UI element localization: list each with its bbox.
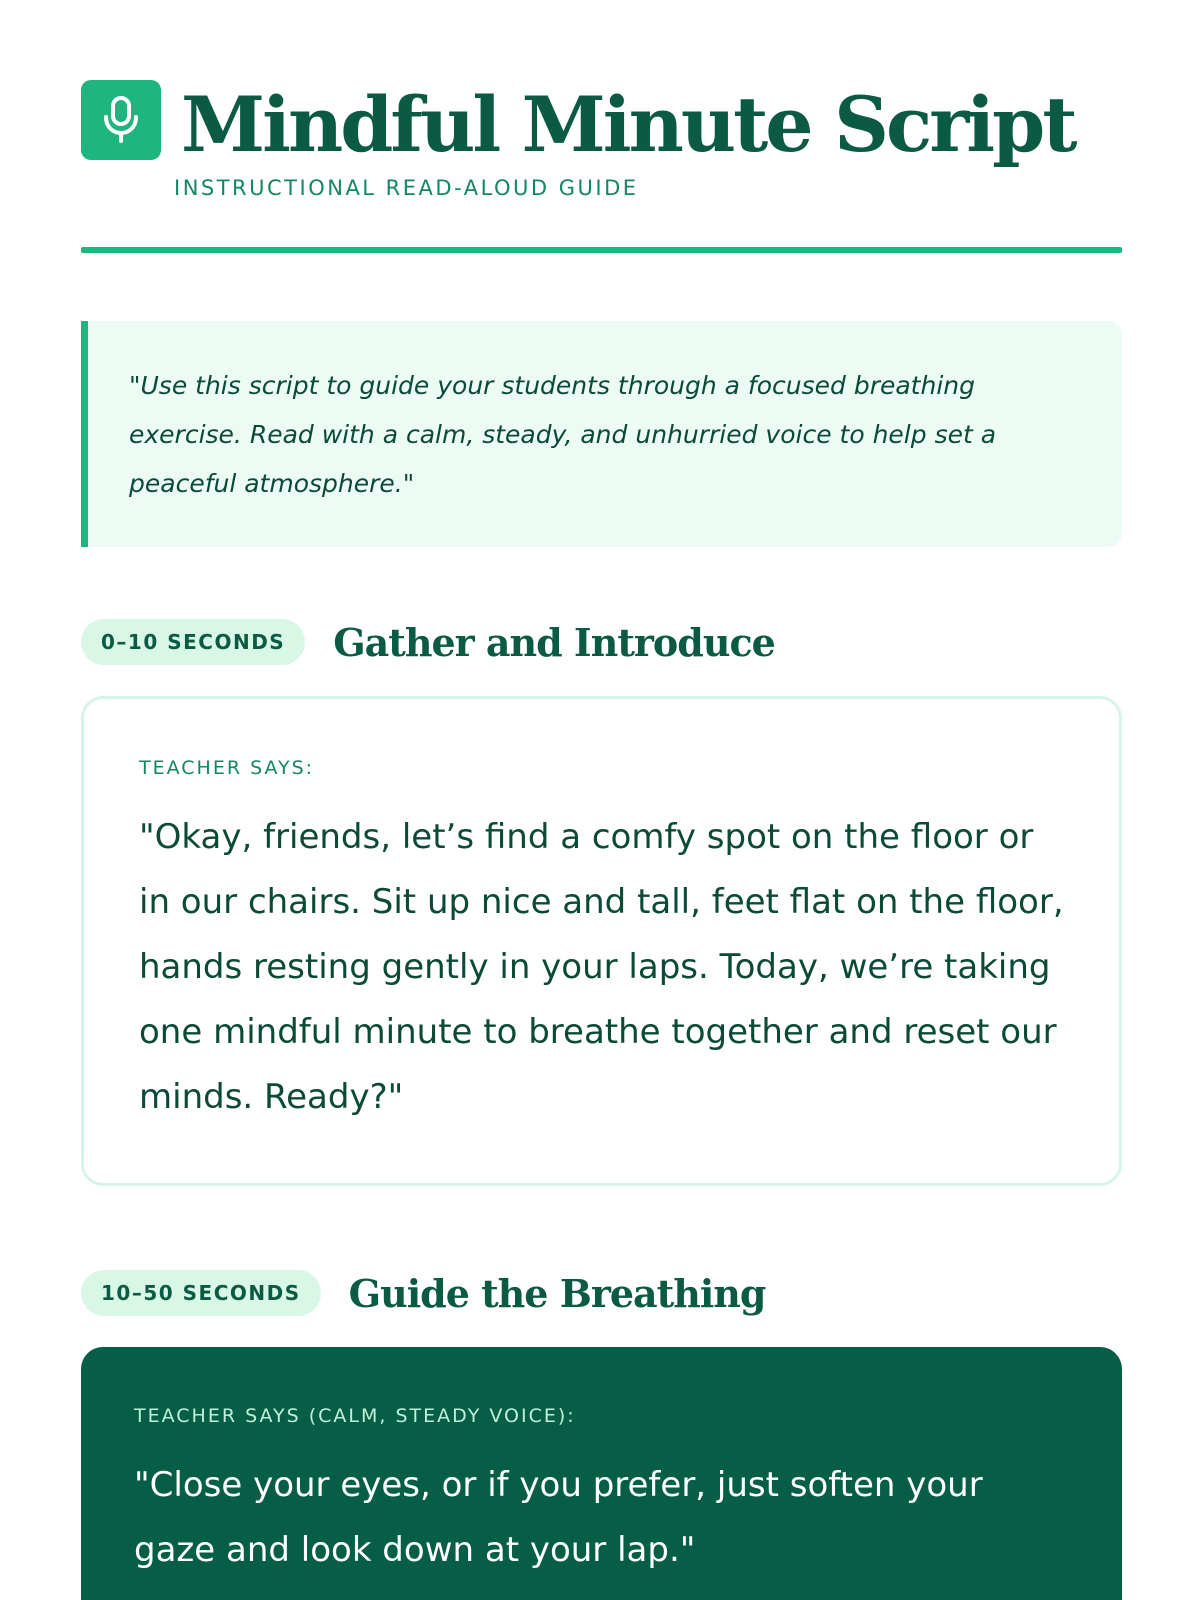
script-card-2 [81, 1347, 1122, 1600]
page-subtitle: INSTRUCTIONAL READ-ALOUD GUIDE [174, 176, 639, 200]
script-quote: "Close your eyes, or if you prefer, just soften your gaze and look down at your lap." [134, 1465, 983, 1570]
page-title: Mindful Minute Script [181, 80, 1075, 169]
script-card-1 [81, 696, 1122, 1186]
header-divider [81, 247, 1122, 253]
section-header-2 [81, 1269, 765, 1317]
teacher-says-label: TEACHER SAYS (CALM, STEADY VOICE): [134, 1405, 576, 1427]
teacher-says-label: TEACHER SAYS: [139, 757, 315, 779]
intro-callout [81, 321, 1122, 547]
script-quote: "Okay, friends, let’s find a comfy spot on the floor or in our chairs. Sit up nice and tall, feet flat on the floor, hands resting gently in your laps. Today, we’re taking one mindful minute to breathe together and reset our minds. Ready?" [139, 817, 1064, 1117]
time-badge: 10–50 SECONDS [81, 1270, 321, 1316]
section-title: Gather and Introduce [333, 619, 775, 665]
intro-text: "Use this script to guide your students through a focused breathing exercise. Read with a calm, steady, and unhurried voice to help set a peaceful atmosphere." [129, 371, 997, 498]
section-header-1 [81, 618, 775, 666]
logo-badge [81, 80, 161, 160]
section-title: Guide the Breathing [348, 1270, 766, 1316]
time-badge: 0–10 SECONDS [81, 619, 305, 665]
